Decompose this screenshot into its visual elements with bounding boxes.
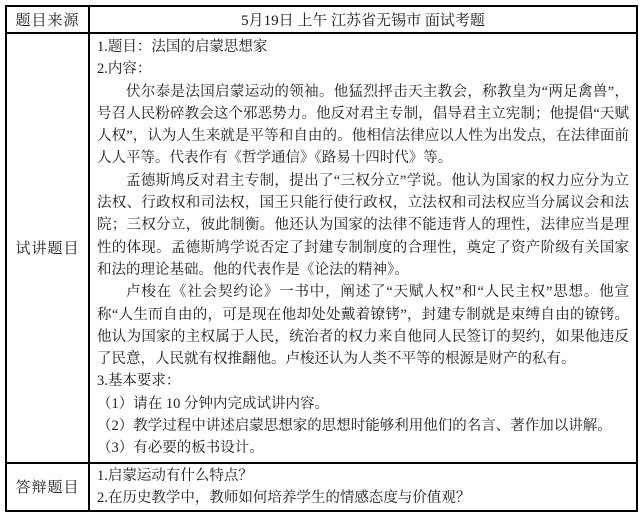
source-row-value: 5月19日 上午 江苏省无锡市 面试考题 <box>89 6 637 33</box>
lecture-row-label: 试讲题目 <box>6 33 89 463</box>
lecture-requirement-item: （1）请在 10 分钟内完成试讲内容。 <box>97 395 329 412</box>
defense-question-item: 2.在历史教学中，教师如何培养学生的情感态度与价值观？ <box>97 489 471 506</box>
lecture-content-cell <box>89 33 637 463</box>
defense-row-label: 答辩题目 <box>6 463 89 511</box>
lecture-paragraph-voltaire: 伏尔泰是法国启蒙运动的领袖。他猛烈抨击天主教会，称教皇为“两足禽兽”，号召人民粉碎教会这个邪恶势力。他反对君主专制，倡导君主立宪制；他提倡“天赋人权”，认为人生来就是平等和自由的。他相信法律应以人性为出发点，在法律面前人人平等。代表作有《哲学通信》《路易十四时代》等。 <box>97 83 629 167</box>
lecture-requirement-item: （3）有必要的板书设计。 <box>97 440 264 457</box>
source-row <box>6 6 637 33</box>
lecture-requirement-item: （2）教学过程中讲述启蒙思想家的思想时能够利用他们的名言、著作加以讲解。 <box>97 418 612 435</box>
defense-question-item: 1.启蒙运动有什么特点？ <box>97 467 253 484</box>
lecture-content-heading: 2.内容： <box>97 61 152 78</box>
lecture-row <box>6 33 637 463</box>
defense-content-cell <box>89 463 637 511</box>
source-row-label: 题目来源 <box>6 6 89 33</box>
defense-row <box>6 463 637 511</box>
lecture-paragraph-montesquieu: 孟德斯鸠反对君主专制，提出了“三权分立”学说。他认为国家的权力应分为立法权、行政权和司法权，国王只能行使行政权，立法权和司法权应当分属议会和法院；三权分立，彼此制衡。他还认为国家的法律不能违背人的理性，法律应当是理性的体现。孟德斯鸠学说否定了封建专制制度的合理性，奠定了资产阶级有关国家和法的理论基础。他的代表作是《论法的精神》。 <box>97 172 629 278</box>
lecture-paragraph-rousseau: 卢梭在《社会契约论》一书中，阐述了“天赋人权”和“人民主权”思想。他宣称“人生而自由的，可是现在他却处处戴着镣铐”，封建专制就是束缚自由的镣铐。他认为国家的主权属于人民，统治者的权力来自他同人民签订的契约，如果他违反了民意，人民就有权推翻他。卢梭还认为人类不平等的根源是财产的私有。 <box>97 284 629 368</box>
lecture-requirements-heading: 3.基本要求： <box>97 373 181 390</box>
exam-question-table <box>5 5 638 512</box>
lecture-title-line: 1.题目：法国的启蒙思想家 <box>97 39 268 55</box>
